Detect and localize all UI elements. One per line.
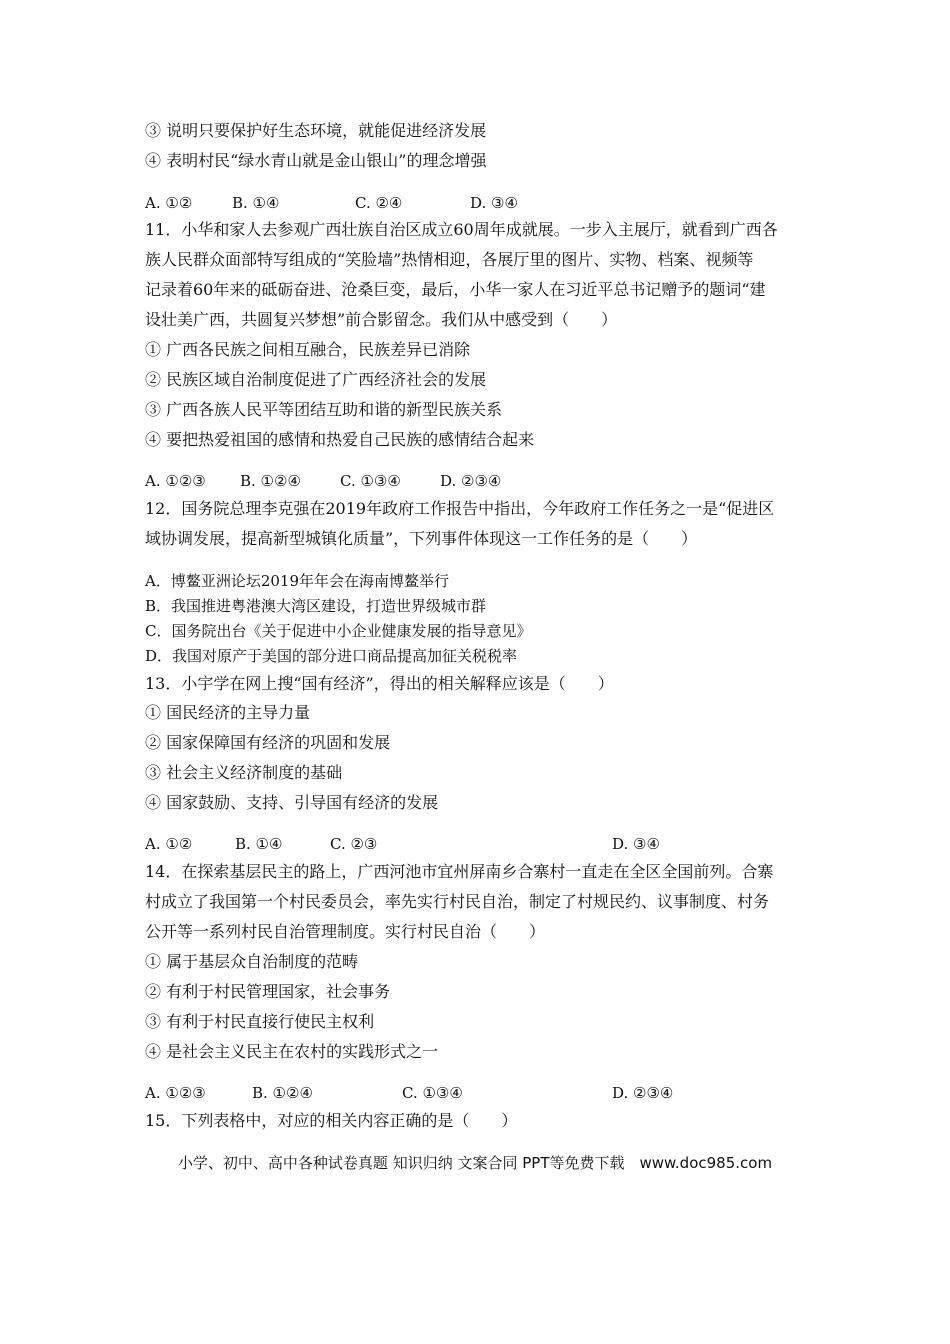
q11-item-2: ② 民族区域自治制度促进了广西经济社会的发展 <box>145 370 487 389</box>
q14-item-3: ③ 有利于村民直接行使民主权利 <box>145 1012 375 1031</box>
q10-option-a: A. ①② <box>145 194 193 212</box>
q10-option-d: D. ③④ <box>470 194 518 212</box>
q12-stem-line-2: 域协调发展，提高新型城镇化质量”，下列事件体现这一工作任务的是（ ） <box>145 529 698 548</box>
q11-stem-line-4: 设壮美广西，共圆复兴梦想”前合影留念。我们从中感受到（ ） <box>145 310 618 329</box>
q13-item-3: ③ 社会主义经济制度的基础 <box>145 763 343 782</box>
q14-item-2: ② 有利于村民管理国家，社会事务 <box>145 982 391 1001</box>
q13-item-4: ④ 国家鼓励、支持、引导国有经济的发展 <box>145 793 439 812</box>
q11-option-a: A. ①②③ <box>145 472 206 490</box>
q13-option-b: B. ①④ <box>235 835 283 853</box>
q10-option-b: B. ①④ <box>232 194 280 212</box>
q12-option-d: D．我国对原产于美国的部分进口商品提高加征关税税率 <box>145 647 518 665</box>
q10-item-4: ④ 表明村民“绿水青山就是金山银山”的理念增强 <box>145 151 487 170</box>
q14-stem-line-1: 14．在探索基层民主的路上，广西河池市宜州屏南乡合寨村一直走在全区全国前列。合寨 <box>145 862 774 881</box>
q13-option-c: C. ②③ <box>330 835 378 853</box>
q12-option-c: C．国务院出台《关于促进中小企业健康发展的指导意见》 <box>145 622 532 640</box>
q14-option-c: C. ①③④ <box>402 1084 463 1102</box>
q11-option-b: B. ①②④ <box>240 472 301 490</box>
q11-item-1: ① 广西各民族之间相互融合，民族差异已消除 <box>145 340 471 359</box>
q10-option-c: C. ②④ <box>355 194 403 212</box>
q11-stem-line-1: 11．小华和家人去参观广西壮族自治区成立60周年成就展。一步入主展厅，就看到广西各 <box>145 220 778 239</box>
q14-option-b: B. ①②④ <box>252 1084 313 1102</box>
q11-stem-line-2: 族人民群众面部特写组成的“笑脸墙”热情相迎，各展厅里的图片、实物、档案、视频等 <box>145 250 754 269</box>
q13-stem: 13．小宇学在网上搜“国有经济”，得出的相关解释应该是（ ） <box>145 674 614 693</box>
q14-stem-line-2: 村成立了我国第一个村民委员会，率先实行村民自治，制定了村规民约、议事制度、村务 <box>145 892 770 911</box>
q13-item-1: ① 国民经济的主导力量 <box>145 703 311 722</box>
q11-stem-line-3: 记录着60年来的砥砺奋进、沧桑巨变，最后，小华一家人在习近平总书记赠予的题词“建 <box>145 280 766 299</box>
q15-stem: 15．下列表格中，对应的相关内容正确的是（ ） <box>145 1111 518 1130</box>
q10-item-3: ③ 说明只要保护好生态环境，就能促进经济发展 <box>145 121 487 140</box>
q11-option-d: D. ②③④ <box>440 472 502 490</box>
q14-option-a: A. ①②③ <box>145 1084 206 1102</box>
q11-item-3: ③ 广西各族人民平等团结互助和谐的新型民族关系 <box>145 400 503 419</box>
q13-item-2: ② 国家保障国有经济的巩固和发展 <box>145 733 391 752</box>
q13-option-a: A. ①② <box>145 835 193 853</box>
q11-item-4: ④ 要把热爱祖国的感情和热爱自己民族的感情结合起来 <box>145 430 535 449</box>
q14-stem-line-3: 公开等一系列村民自治管理制度。实行村民自治（ ） <box>145 922 546 941</box>
q12-option-b: B．我国推进粤港澳大湾区建设，打造世界级城市群 <box>145 597 487 615</box>
q14-option-d: D. ②③④ <box>612 1084 674 1102</box>
q14-item-4: ④ 是社会主义民主在农村的实践形式之一 <box>145 1042 439 1061</box>
q12-stem-line-1: 12．国务院总理李克强在2019年政府工作报告中指出，今年政府工作任务之一是“促进区 <box>145 499 775 518</box>
q13-option-d: D. ③④ <box>612 835 660 853</box>
page-footer: 小学、初中、高中各种试卷真题 知识归纳 文案合同 PPT等免费下载 www.doc985.com <box>177 1154 773 1172</box>
q11-option-c: C. ①③④ <box>340 472 401 490</box>
q12-option-a: A．博鳌亚洲论坛2019年年会在海南博鳌举行 <box>145 572 450 590</box>
q14-item-1: ① 属于基层众自治制度的范畴 <box>145 952 359 971</box>
